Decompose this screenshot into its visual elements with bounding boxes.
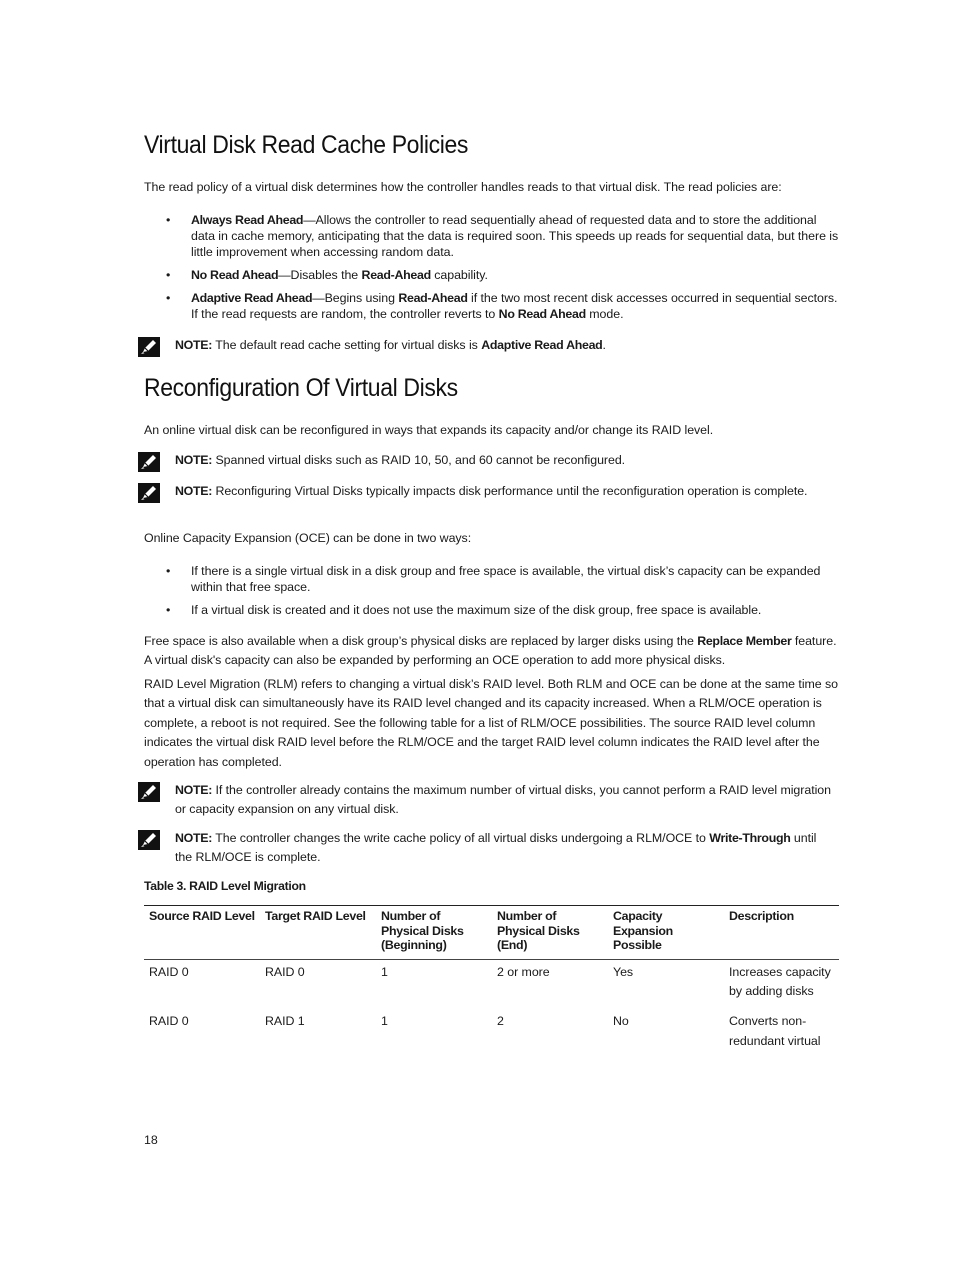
read-policy-intro: The read policy of a virtual disk determines how the controller handles reads to that virtual disk. The read policies are:: [144, 180, 782, 194]
bullet-icon: •: [166, 291, 171, 305]
list-item: • If a virtual disk is created and it does not use the maximum size of the disk group, free space is available.: [166, 603, 762, 617]
rlm-paragraph: RAID Level Migration (RLM) refers to changing a virtual disk’s RAID level. Both RLM and OCE can be done at the same time so that a virtual disk can simultaneously have its RAID level changed and its capacity increased. When a RLM/OCE operation is complete, a reboot is not required. See the following table for a list of RLM/OCE possibilities. The source RAID level column indicates the virtual disk RAID level before the RLM/OCE and the target RAID level column indicates the RAID level after the operation has completed.: [144, 677, 839, 769]
table-cell: 2 or more: [497, 964, 550, 979]
table-caption: Table 3. RAID Level Migration: [144, 879, 306, 893]
note-pencil-icon: [138, 452, 160, 472]
bullet-icon: •: [166, 603, 171, 617]
oce-intro: Online Capacity Expansion (OCE) can be done in two ways:: [144, 531, 472, 545]
table-row: [144, 1009, 839, 1059]
table-cell: No: [613, 1014, 629, 1029]
column-header: Source RAID Level: [149, 909, 255, 923]
table-cell: Converts non-redundant virtual: [729, 1014, 821, 1048]
table-header-row: [144, 906, 839, 960]
free-space-paragraph: Free space is also available when a disk group’s physical disks are replaced by larger disks using the Replace Member feature. A virtual disk's capacity can also be expanded by performing an OCE operation to add more physical disks.: [144, 634, 837, 668]
note-pencil-icon: [138, 483, 160, 503]
column-header: Target RAID Level: [265, 909, 366, 923]
bullet-icon: •: [166, 268, 171, 282]
list-item: • Adaptive Read Ahead—Begins using Read-Ahead if the two most recent disk accesses occurred in sequential sectors. If the read requests are random, the controller reverts to No Read Ahead mode.: [166, 291, 838, 321]
table-row: [144, 959, 839, 1009]
read-policy-list: [166, 212, 840, 329]
page-number: 18: [144, 1133, 158, 1147]
table-cell: 1: [381, 1014, 388, 1029]
bullet-icon: •: [166, 564, 171, 578]
reconfiguration-intro: An online virtual disk can be reconfigured in ways that expands its capacity and/or change its RAID level.: [144, 423, 714, 437]
list-item: • Always Read Ahead—Allows the controller to read sequentially ahead of requested data and to store the additional data in cache memory, anticipating that the data is required soon. This speeds up reads for sequential data, but there is little improvement when accessing random data.: [166, 213, 839, 259]
raid-migration-table: [144, 905, 839, 1059]
note-pencil-icon: [138, 830, 160, 850]
column-header: Description: [729, 909, 794, 923]
note-pencil-icon: [138, 782, 160, 802]
column-header: Capacity Expansion Possible: [613, 909, 673, 952]
column-header: Number of Physical Disks (Beginning): [381, 909, 464, 952]
list-item: • If there is a single virtual disk in a disk group and free space is available, the virtual disk’s capacity can be expanded within that free space.: [166, 564, 821, 594]
table-cell: RAID 0: [149, 964, 189, 979]
column-header: Number of Physical Disks (End): [497, 909, 580, 952]
list-item: • No Read Ahead—Disables the Read-Ahead capability.: [166, 268, 488, 282]
table-cell: Yes: [613, 964, 634, 979]
table-cell: 2: [497, 1014, 504, 1029]
bullet-icon: •: [166, 213, 171, 227]
table-cell: RAID 1: [265, 1014, 305, 1029]
oce-list: [166, 563, 840, 625]
section-title-read-cache: Virtual Disk Read Cache Policies: [144, 131, 469, 159]
table-cell: RAID 0: [265, 964, 305, 979]
table-cell: 1: [381, 964, 388, 979]
table-cell: Increases capacity by adding disks: [729, 964, 831, 998]
section-title-reconfiguration: Reconfiguration Of Virtual Disks: [144, 374, 458, 402]
note-pencil-icon: [138, 337, 160, 357]
table-cell: RAID 0: [149, 1014, 189, 1029]
